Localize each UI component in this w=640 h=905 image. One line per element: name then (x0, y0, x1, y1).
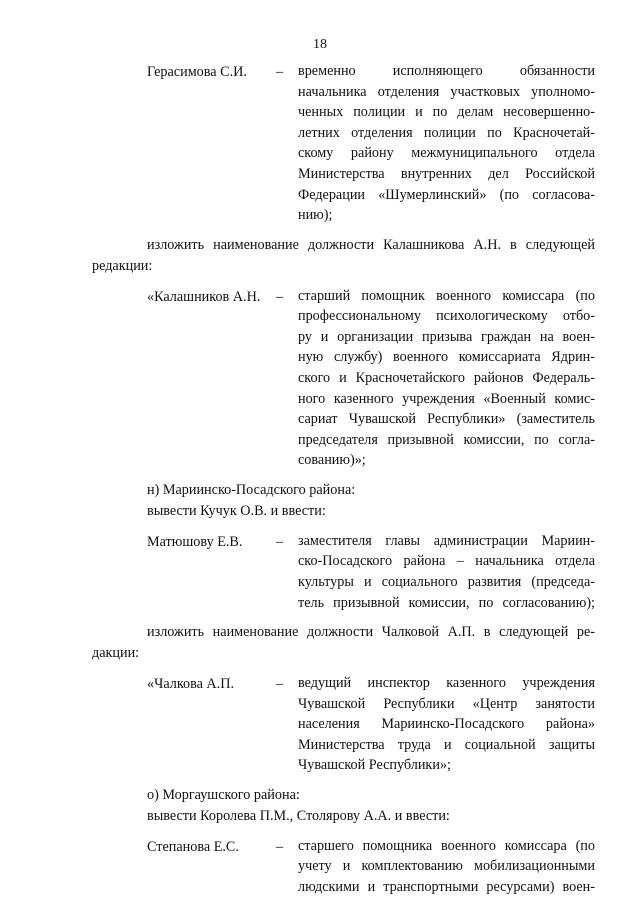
entry-text-line: ченных полиции и по делам несовершенно- (298, 104, 595, 121)
entry-text-line: старшего помощника военного комиссара (по (298, 837, 595, 854)
entry-text-line: Чувашской Республики «Центр занятости (298, 695, 595, 712)
section-instruction: вывести Кучук О.В. и ввести: (147, 502, 326, 519)
entry-name: Герасимова С.И. (147, 64, 247, 80)
entry-text-line: старший помощник военного комиссара (по (298, 287, 595, 304)
entry-dash: – (276, 288, 284, 305)
entry-text-line: председателя призывной комиссии, по согла- (298, 431, 595, 448)
entry-text-line: ру и организации призыва граждан на воен- (298, 328, 595, 345)
paragraph-line: редакции: (92, 257, 153, 274)
entry-text-line: летних отделения полиции по Красночетай- (298, 124, 595, 141)
entry-text-line: сованию)»; (298, 452, 366, 469)
paragraph-line: изложить наименование должности Калашникова А.Н. в следующей (147, 237, 595, 254)
entry-text-line: профессиональному психологическому отбо- (298, 308, 595, 325)
entry-dash: – (276, 838, 284, 855)
entry-name: Матюшову Е.В. (147, 533, 243, 550)
entry-dash: – (276, 676, 284, 692)
entry-text-line: людскими и транспортными ресурсами) воен- (298, 879, 595, 895)
entry-name: «Чалкова А.П. (147, 676, 235, 692)
entry-text-line: заместителя главы администрации Мариин- (298, 532, 595, 549)
entry-text-line: культуры и социального развития (председа- (298, 573, 595, 590)
section-instruction: вывести Королева П.М., Столярову А.А. и ввести: (147, 807, 450, 824)
section-header: н) Мариинско-Посадского района: (147, 482, 356, 499)
entry-text-line: тель призывной комиссии, по согласованию); (298, 594, 595, 611)
entry-text-line: ного казенного учреждения «Военный комис- (298, 390, 595, 407)
entry-text-line: сариат Чувашской Республики» (заместитель (298, 411, 595, 428)
entry-text-line: Министерства труда и социальной защиты (298, 736, 595, 753)
entry-text-line: ную службу) военного комиссариата Ядрин- (298, 349, 595, 366)
entry-text-line: Министерства внутренних дел Российской (298, 165, 595, 182)
entry-text-line: ско-Посадского района – начальника отдела (298, 553, 595, 570)
entry-name: Степанова Е.С. (147, 838, 239, 855)
entry-text-line: ведущий инспектор казенного учреждения (298, 675, 595, 691)
entry-dash: – (276, 64, 284, 80)
entry-text-line: ского и Красночетайского районов Федераль- (298, 369, 595, 386)
paragraph-line: изложить наименование должности Чалковой А.П. в следующей ре- (147, 624, 595, 641)
entry-text-line: населения Мариинско-Посадского района» (298, 716, 595, 733)
page-number: 18 (313, 37, 327, 52)
entry-text-line: нию); (298, 207, 333, 224)
entry-text-line: начальника отделения участковых уполномо- (298, 83, 595, 100)
entry-dash: – (276, 533, 284, 550)
entry-text-line: скому району межмуниципального отдела (298, 145, 595, 162)
section-header: о) Моргаушского района: (147, 787, 300, 804)
entry-name: «Калашников А.Н. (147, 288, 261, 305)
entry-text-line: учету и комплектованию мобилизационными (298, 858, 595, 875)
paragraph-line: дакции: (92, 645, 140, 662)
entry-text-line: Федерации «Шумерлинский» (по согласова- (298, 186, 595, 203)
entry-text-line: временно исполняющего обязанности (298, 63, 595, 79)
entry-text-line: Чувашской Республики»; (298, 757, 451, 774)
